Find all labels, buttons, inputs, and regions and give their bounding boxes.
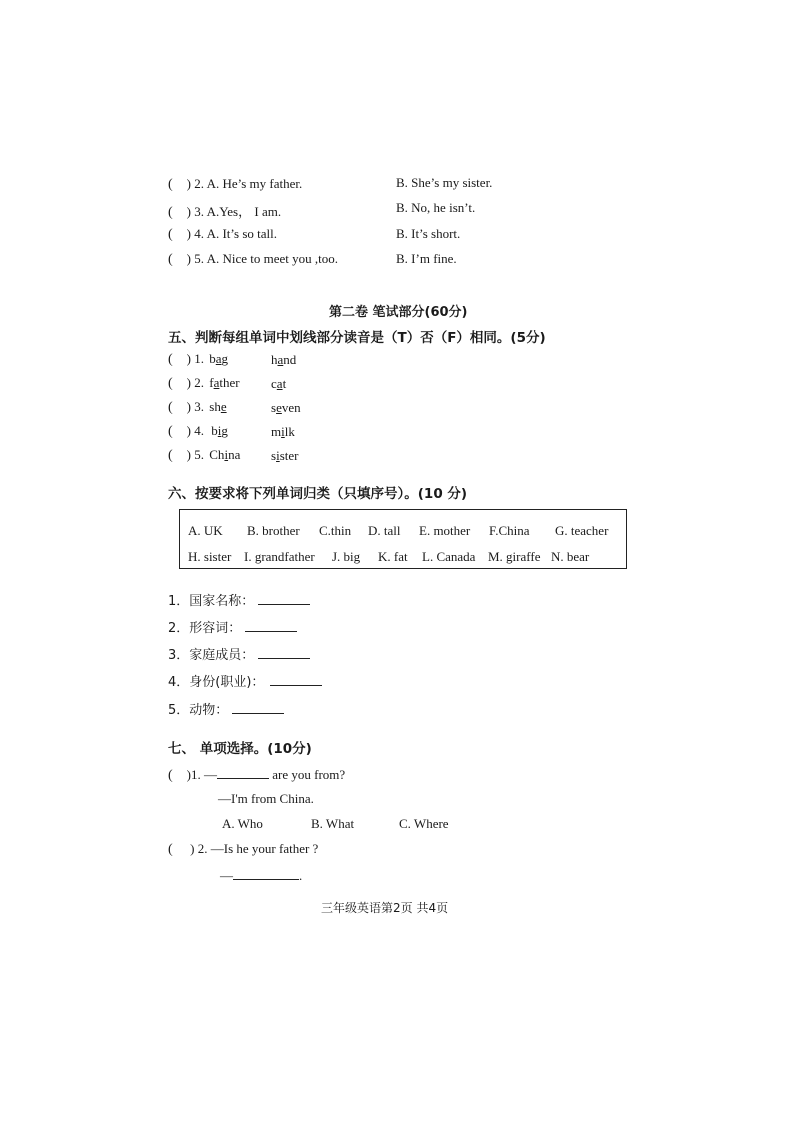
word-bank-item: B. brother <box>247 523 300 538</box>
answer-blank[interactable] <box>270 673 322 686</box>
word-bank-item: C.thin <box>319 523 352 538</box>
section-6-title: 六、按要求将下列单词归类（只填序号）。(10 分) <box>168 486 468 502</box>
word-bank-item: A. UK <box>188 523 223 538</box>
option-a: A. It’s so tall. <box>206 226 277 241</box>
category-item: 3．家庭成员： <box>168 644 310 663</box>
word-bank-item: D. tall <box>368 523 401 538</box>
option-b: B. She’s my sister. <box>396 175 493 190</box>
list-item: ( ) 3. A.Yes， I am. <box>168 204 282 220</box>
word-2: hand <box>271 352 297 367</box>
category-item: 1．国家名称： <box>168 590 310 609</box>
option-b: B. What <box>311 816 355 831</box>
word-1: bag <box>209 351 229 366</box>
list-item: ( ) 2. A. He’s my father. <box>168 176 303 192</box>
question-1: ( )1. — are you from? <box>168 767 346 783</box>
word-bank-item: K. fat <box>378 549 408 564</box>
answer-paren[interactable]: ( <box>168 352 187 367</box>
word-bank-item: I. grandfather <box>244 549 315 564</box>
word-bank-item: H. sister <box>188 549 232 564</box>
word-bank-item: N. bear <box>551 549 590 564</box>
word-bank-item: E. mother <box>419 523 471 538</box>
answer-paren[interactable]: ( <box>168 376 187 391</box>
answer-blank[interactable] <box>258 646 310 659</box>
word-bank-item: G. teacher <box>555 523 609 538</box>
answer-paren[interactable]: ( <box>168 252 187 267</box>
answer-blank[interactable] <box>232 701 284 714</box>
answer-paren[interactable]: ( <box>168 448 187 463</box>
list-item: ( ) 1. bag <box>168 351 259 368</box>
answer-paren[interactable]: ( <box>168 205 187 220</box>
option-a: A. He’s my father. <box>206 176 303 191</box>
answer-blank[interactable] <box>233 867 299 880</box>
word-2: seven <box>271 400 301 415</box>
category-item: 5．动物： <box>168 699 284 718</box>
word-bank-item: J. big <box>332 549 361 564</box>
answer-paren[interactable]: ( <box>168 227 187 242</box>
word-2: cat <box>271 376 287 391</box>
answer-paren[interactable]: ( <box>168 177 187 192</box>
category-item: 4．身份(职业)： <box>168 671 322 690</box>
option-b: B. No, he isn’t. <box>396 200 476 215</box>
list-item: ( ) 5. China <box>168 447 259 464</box>
word-bank-item: L. Canada <box>422 549 476 564</box>
answer-blank[interactable] <box>245 619 297 632</box>
list-item: ( ) 2. father <box>168 375 259 392</box>
part-title: 第二卷 笔试部分(60分) <box>329 305 468 320</box>
section-7-title: 七、 单项选择。(10分) <box>168 741 312 757</box>
word-1: father <box>209 375 240 390</box>
word-1: she <box>209 399 227 414</box>
word-2: sister <box>271 448 299 463</box>
option-b: B. It’s short. <box>396 226 461 241</box>
answer-blank[interactable] <box>258 592 310 605</box>
word-bank-item: F.China <box>489 523 530 538</box>
section-5-title: 五、判断每组单词中划线部分读音是（T）否（F）相同。(5分) <box>168 330 546 346</box>
question-2: ( ) 2. —Is he your father ? <box>168 841 319 857</box>
word-1: big <box>211 423 228 438</box>
page-footer: 三年级英语第2页 共4页 <box>321 901 449 915</box>
option-b: B. I’m fine. <box>396 251 457 266</box>
answer-paren[interactable]: ( <box>168 842 191 857</box>
answer-blank[interactable] <box>217 766 269 779</box>
list-item: ( ) 3. she <box>168 399 259 416</box>
question-2-answer: — . <box>220 868 303 883</box>
option-a: A. Nice to meet you ,too. <box>206 251 338 266</box>
list-item: ( ) 4. A. It’s so tall. <box>168 226 277 242</box>
list-item: ( ) 4. big <box>168 423 261 440</box>
option-c: C. Where <box>399 816 449 831</box>
category-item: 2．形容词： <box>168 617 297 636</box>
list-item: ( ) 5. A. Nice to meet you ,too. <box>168 251 338 267</box>
answer-paren[interactable]: ( <box>168 768 187 783</box>
option-a: A.Yes， I am. <box>206 204 282 219</box>
option-a: A. Who <box>222 816 263 831</box>
answer-paren[interactable]: ( <box>168 400 187 415</box>
word-1: China <box>209 447 241 462</box>
word-2: milk <box>271 424 295 439</box>
question-1-answer: —I'm from China. <box>218 791 314 806</box>
answer-paren[interactable]: ( <box>168 424 187 439</box>
word-bank-item: M. giraffe <box>488 549 541 564</box>
